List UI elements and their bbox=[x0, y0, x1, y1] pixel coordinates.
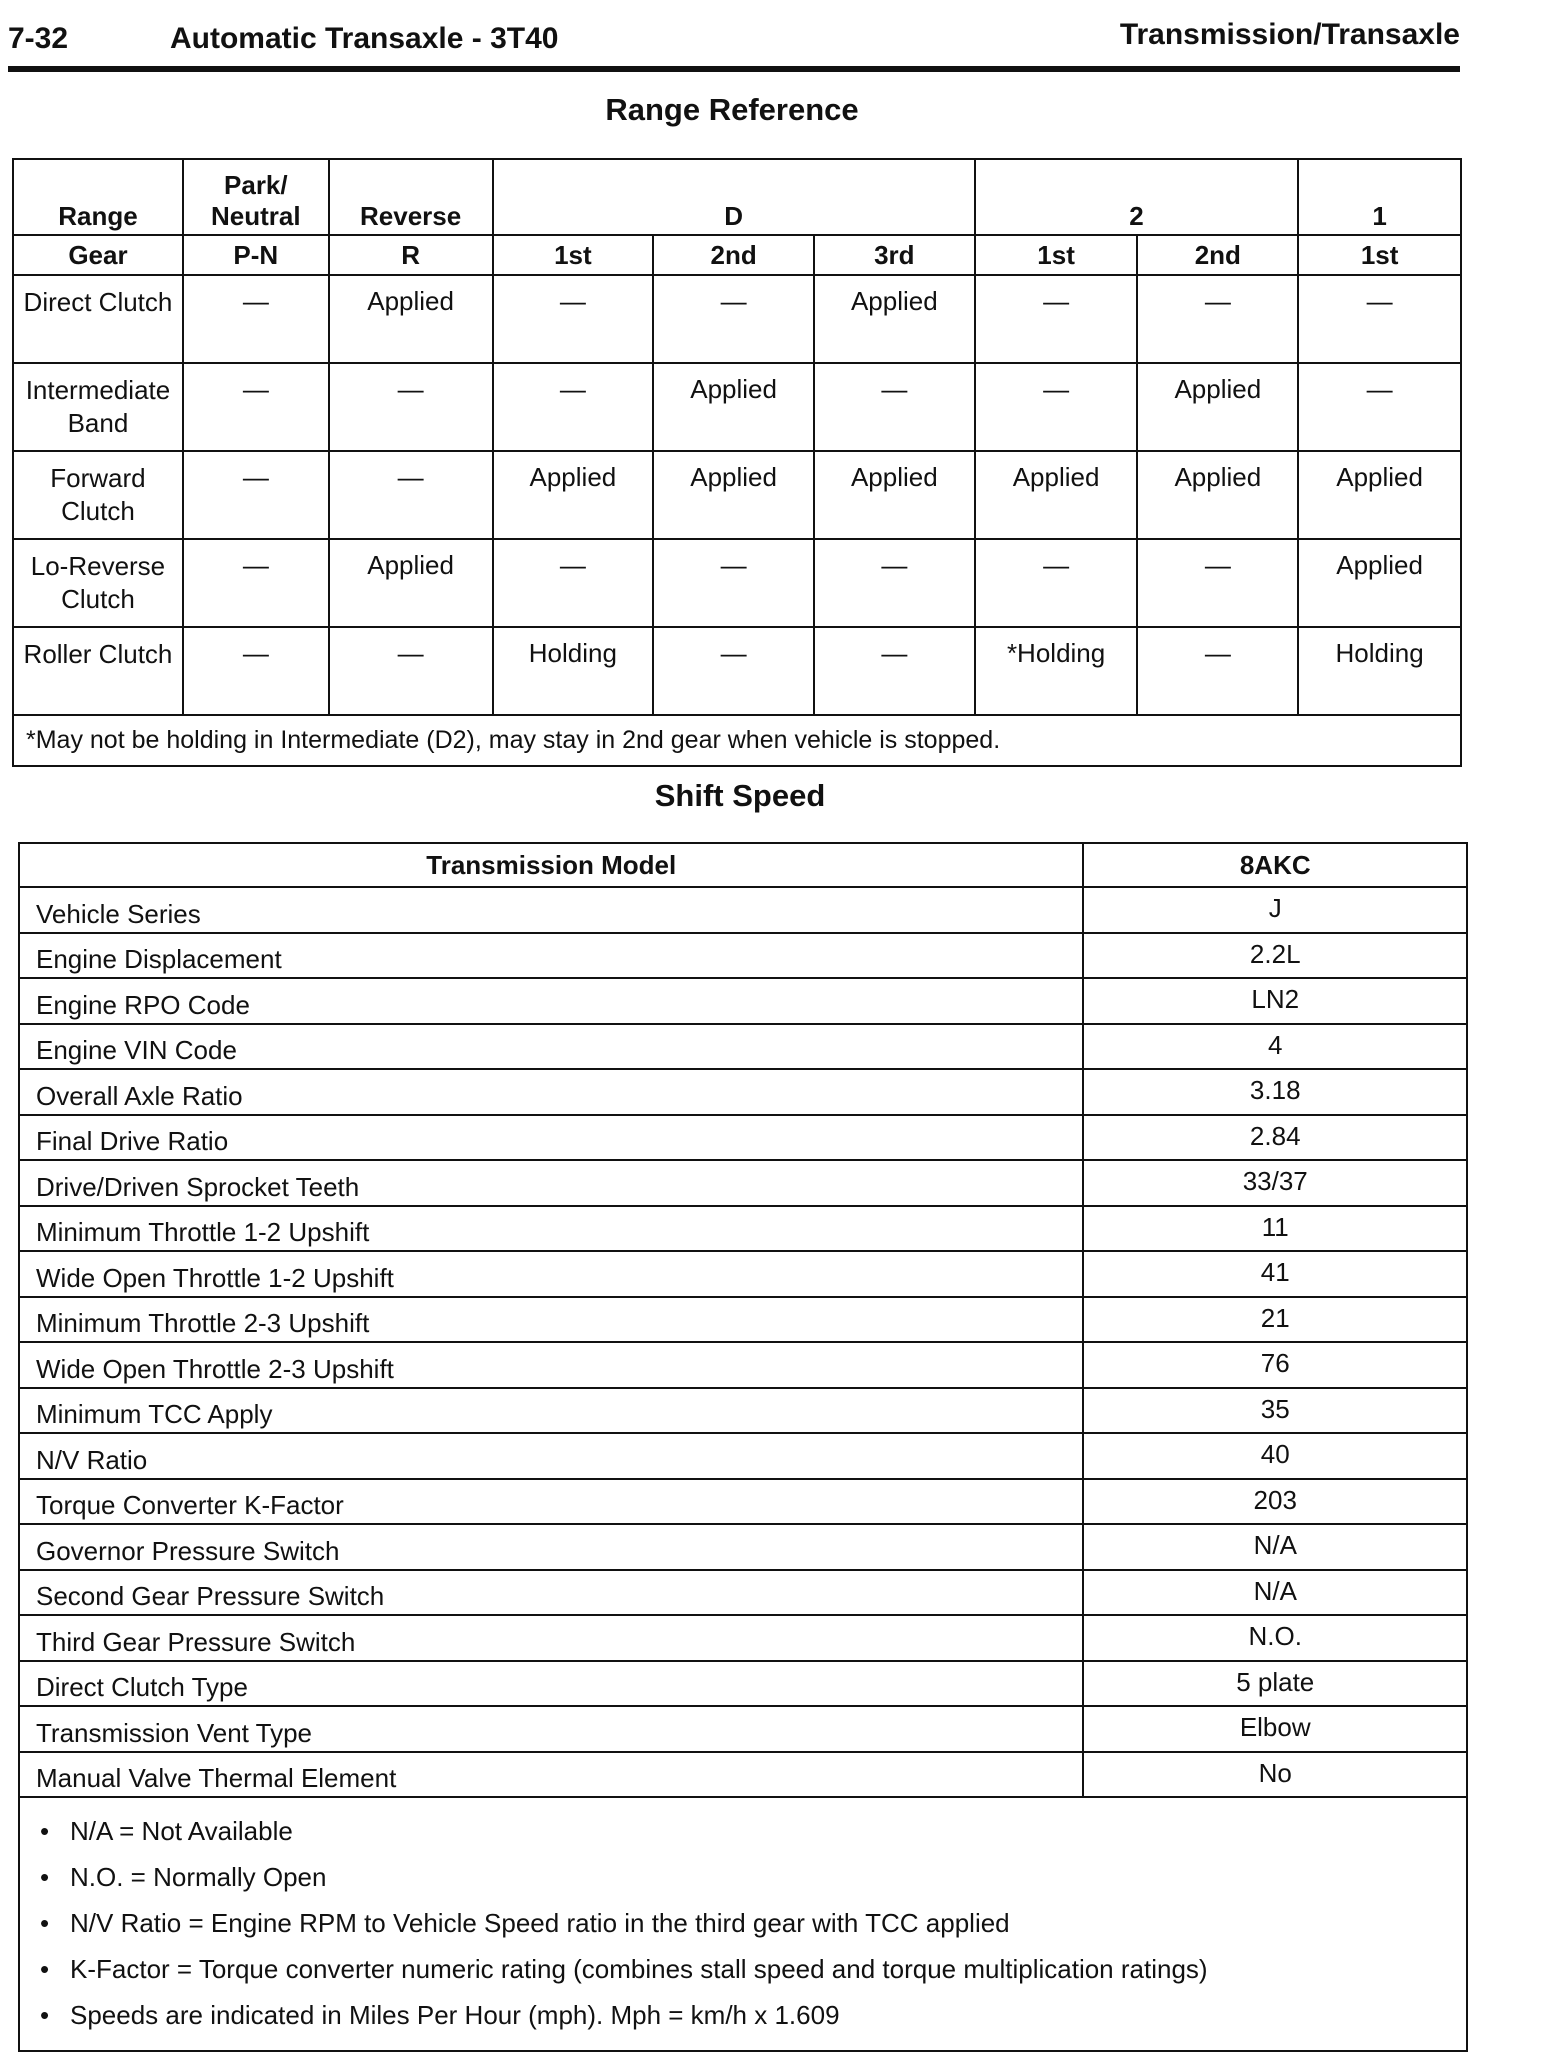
range-cell: — bbox=[975, 363, 1138, 451]
shift-row-label: Drive/Driven Sprocket Teeth bbox=[19, 1160, 1083, 1206]
range-row bbox=[13, 275, 1461, 363]
gear-cell: 3rd bbox=[814, 235, 975, 275]
range-cell: — bbox=[493, 275, 654, 363]
range-reference-table bbox=[12, 158, 1462, 767]
shift-header-row bbox=[19, 843, 1467, 887]
shift-row-value: No bbox=[1083, 1752, 1467, 1798]
shift-row-label: Wide Open Throttle 2-3 Upshift bbox=[19, 1342, 1083, 1388]
shift-row-label: Minimum TCC Apply bbox=[19, 1388, 1083, 1434]
bullet-icon: • bbox=[40, 1816, 50, 1846]
range-header-row bbox=[13, 159, 1461, 235]
note-item bbox=[40, 1854, 1446, 1900]
range-cell: — bbox=[1298, 363, 1461, 451]
shift-row-label: N/V Ratio bbox=[19, 1433, 1083, 1479]
range-cell: — bbox=[183, 627, 329, 715]
shift-row bbox=[19, 1706, 1467, 1752]
bullet-icon: • bbox=[40, 2000, 50, 2030]
range-park-neutral: Park/ Neutral bbox=[183, 159, 329, 235]
shift-row-label: Engine Displacement bbox=[19, 933, 1083, 979]
shift-row-value: 41 bbox=[1083, 1251, 1467, 1297]
shift-row-label: Overall Axle Ratio bbox=[19, 1069, 1083, 1115]
shift-row-label: Second Gear Pressure Switch bbox=[19, 1570, 1083, 1616]
shift-row-value: 35 bbox=[1083, 1388, 1467, 1434]
section-title: Transmission/Transaxle bbox=[1119, 18, 1460, 51]
range-cell: — bbox=[183, 539, 329, 627]
range-cell: — bbox=[1298, 275, 1461, 363]
gear-cell: 1st bbox=[493, 235, 654, 275]
shift-row bbox=[19, 1479, 1467, 1525]
shift-row-label: Final Drive Ratio bbox=[19, 1115, 1083, 1161]
range-label: Range bbox=[13, 159, 183, 235]
shift-row-value: Elbow bbox=[1083, 1706, 1467, 1752]
gear-cell: 2nd bbox=[1137, 235, 1298, 275]
shift-row-value: N/A bbox=[1083, 1524, 1467, 1570]
gear-label: Gear bbox=[13, 235, 183, 275]
range-cell: Applied bbox=[653, 363, 814, 451]
shift-row-label: Engine VIN Code bbox=[19, 1024, 1083, 1070]
shift-row bbox=[19, 1570, 1467, 1616]
shift-row bbox=[19, 1160, 1467, 1206]
shift-row-value: 11 bbox=[1083, 1206, 1467, 1252]
range-cell: Applied bbox=[653, 451, 814, 539]
component-name: Intermediate Band bbox=[13, 363, 183, 451]
range-cell: — bbox=[329, 363, 493, 451]
range-cell: — bbox=[814, 627, 975, 715]
component-name: Roller Clutch bbox=[13, 627, 183, 715]
range-cell: — bbox=[975, 539, 1138, 627]
range-row bbox=[13, 627, 1461, 715]
note-item bbox=[40, 1946, 1446, 1992]
shift-row bbox=[19, 1206, 1467, 1252]
shift-row-value: 203 bbox=[1083, 1479, 1467, 1525]
shift-row bbox=[19, 1297, 1467, 1343]
component-name: Lo-Reverse Clutch bbox=[13, 539, 183, 627]
gear-cell: 1st bbox=[975, 235, 1138, 275]
note-item bbox=[40, 1992, 1446, 2038]
shift-speed-table bbox=[18, 842, 1468, 2052]
model-code-header: 8AKC bbox=[1083, 843, 1467, 887]
shift-row-label: Manual Valve Thermal Element bbox=[19, 1752, 1083, 1798]
shift-row bbox=[19, 1388, 1467, 1434]
shift-row-value: 21 bbox=[1083, 1297, 1467, 1343]
note-text: K-Factor = Torque converter numeric rating (combines stall speed and torque multiplication ratings) bbox=[70, 1954, 1208, 1984]
gear-cell: R bbox=[329, 235, 493, 275]
shift-row-label: Direct Clutch Type bbox=[19, 1661, 1083, 1707]
transmission-model-header: Transmission Model bbox=[19, 843, 1083, 887]
note-text: N/V Ratio = Engine RPM to Vehicle Speed ratio in the third gear with TCC applied bbox=[70, 1908, 1010, 1938]
shift-row bbox=[19, 1342, 1467, 1388]
range-cell: — bbox=[183, 363, 329, 451]
range-row bbox=[13, 451, 1461, 539]
shift-row-label: Engine RPO Code bbox=[19, 978, 1083, 1024]
shift-row-value: LN2 bbox=[1083, 978, 1467, 1024]
gear-cell: P-N bbox=[183, 235, 329, 275]
shift-row bbox=[19, 1069, 1467, 1115]
range-cell: — bbox=[1137, 627, 1298, 715]
shift-row bbox=[19, 1752, 1467, 1798]
range-cell: — bbox=[493, 363, 654, 451]
gear-cell: 2nd bbox=[653, 235, 814, 275]
shift-row bbox=[19, 1615, 1467, 1661]
page-header bbox=[8, 14, 1460, 72]
range-reverse: Reverse bbox=[329, 159, 493, 235]
shift-row-label: Third Gear Pressure Switch bbox=[19, 1615, 1083, 1661]
note-text: Speeds are indicated in Miles Per Hour (mph). Mph = km/h x 1.609 bbox=[70, 2000, 840, 2030]
range-cell: Applied bbox=[1137, 451, 1298, 539]
shift-row bbox=[19, 1524, 1467, 1570]
bullet-icon: • bbox=[40, 1862, 50, 1892]
shift-row-value: 2.84 bbox=[1083, 1115, 1467, 1161]
range-cell: Applied bbox=[975, 451, 1138, 539]
range-cell: Applied bbox=[329, 275, 493, 363]
document-title: Automatic Transaxle - 3T40 bbox=[170, 22, 559, 55]
shift-row bbox=[19, 1251, 1467, 1297]
range-cell: Holding bbox=[493, 627, 654, 715]
gear-cell: 1st bbox=[1298, 235, 1461, 275]
range-cell: — bbox=[329, 627, 493, 715]
range-1: 1 bbox=[1298, 159, 1461, 235]
range-cell: Holding bbox=[1298, 627, 1461, 715]
shift-body bbox=[19, 887, 1467, 1797]
shift-row-label: Governor Pressure Switch bbox=[19, 1524, 1083, 1570]
range-cell: Applied bbox=[1137, 363, 1298, 451]
shift-row-label: Transmission Vent Type bbox=[19, 1706, 1083, 1752]
shift-row bbox=[19, 887, 1467, 933]
shift-row-value: 3.18 bbox=[1083, 1069, 1467, 1115]
range-cell: — bbox=[493, 539, 654, 627]
range-row bbox=[13, 539, 1461, 627]
range-footnote-row bbox=[13, 715, 1461, 766]
shift-row bbox=[19, 1115, 1467, 1161]
note-item bbox=[40, 1808, 1446, 1854]
range-cell: — bbox=[653, 539, 814, 627]
range-body bbox=[13, 275, 1461, 715]
range-cell: — bbox=[183, 275, 329, 363]
shift-row-label: Minimum Throttle 1-2 Upshift bbox=[19, 1206, 1083, 1252]
shift-row-value: N/A bbox=[1083, 1570, 1467, 1616]
range-reference-title: Range Reference bbox=[605, 92, 859, 127]
shift-row-value: 4 bbox=[1083, 1024, 1467, 1070]
page-number: 7-32 bbox=[8, 22, 69, 55]
shift-row bbox=[19, 978, 1467, 1024]
range-footnote: *May not be holding in Intermediate (D2), may stay in 2nd gear when vehicle is stopped. bbox=[13, 715, 1461, 766]
shift-notes-row bbox=[19, 1797, 1467, 2051]
range-row bbox=[13, 363, 1461, 451]
range-cell: Applied bbox=[814, 275, 975, 363]
component-name: Direct Clutch bbox=[13, 275, 183, 363]
bullet-icon: • bbox=[40, 1908, 50, 1938]
shift-speed-title: Shift Speed bbox=[654, 778, 826, 813]
shift-row bbox=[19, 1024, 1467, 1070]
shift-row-value: 40 bbox=[1083, 1433, 1467, 1479]
range-cell: — bbox=[814, 539, 975, 627]
component-name: Forward Clutch bbox=[13, 451, 183, 539]
range-cell: Applied bbox=[814, 451, 975, 539]
note-text: N.O. = Normally Open bbox=[70, 1862, 327, 1892]
shift-row-value: 2.2L bbox=[1083, 933, 1467, 979]
range-cell: Applied bbox=[1298, 451, 1461, 539]
range-cell: — bbox=[814, 363, 975, 451]
range-d: D bbox=[493, 159, 975, 235]
range-cell: — bbox=[183, 451, 329, 539]
range-cell: — bbox=[329, 451, 493, 539]
note-item bbox=[40, 1900, 1446, 1946]
shift-row-value: 5 plate bbox=[1083, 1661, 1467, 1707]
shift-row-label: Vehicle Series bbox=[19, 887, 1083, 933]
shift-row-value: 33/37 bbox=[1083, 1160, 1467, 1206]
shift-row-label: Minimum Throttle 2-3 Upshift bbox=[19, 1297, 1083, 1343]
shift-row-value: 76 bbox=[1083, 1342, 1467, 1388]
gear-header-row bbox=[13, 235, 1461, 275]
range-cell: — bbox=[1137, 539, 1298, 627]
range-cell: Applied bbox=[493, 451, 654, 539]
range-cell: *Holding bbox=[975, 627, 1138, 715]
shift-row-label: Wide Open Throttle 1-2 Upshift bbox=[19, 1251, 1083, 1297]
shift-row bbox=[19, 933, 1467, 979]
range-cell: Applied bbox=[329, 539, 493, 627]
note-text: N/A = Not Available bbox=[70, 1816, 293, 1846]
bullet-icon: • bbox=[40, 1954, 50, 1984]
shift-row-label: Torque Converter K-Factor bbox=[19, 1479, 1083, 1525]
range-cell: Applied bbox=[1298, 539, 1461, 627]
shift-notes bbox=[19, 1797, 1467, 2051]
shift-row bbox=[19, 1661, 1467, 1707]
range-cell: — bbox=[975, 275, 1138, 363]
range-cell: — bbox=[653, 275, 814, 363]
shift-row-value: J bbox=[1083, 887, 1467, 933]
shift-row-value: N.O. bbox=[1083, 1615, 1467, 1661]
range-cell: — bbox=[1137, 275, 1298, 363]
range-2: 2 bbox=[975, 159, 1299, 235]
note-list bbox=[40, 1808, 1446, 2038]
shift-row bbox=[19, 1433, 1467, 1479]
range-cell: — bbox=[653, 627, 814, 715]
